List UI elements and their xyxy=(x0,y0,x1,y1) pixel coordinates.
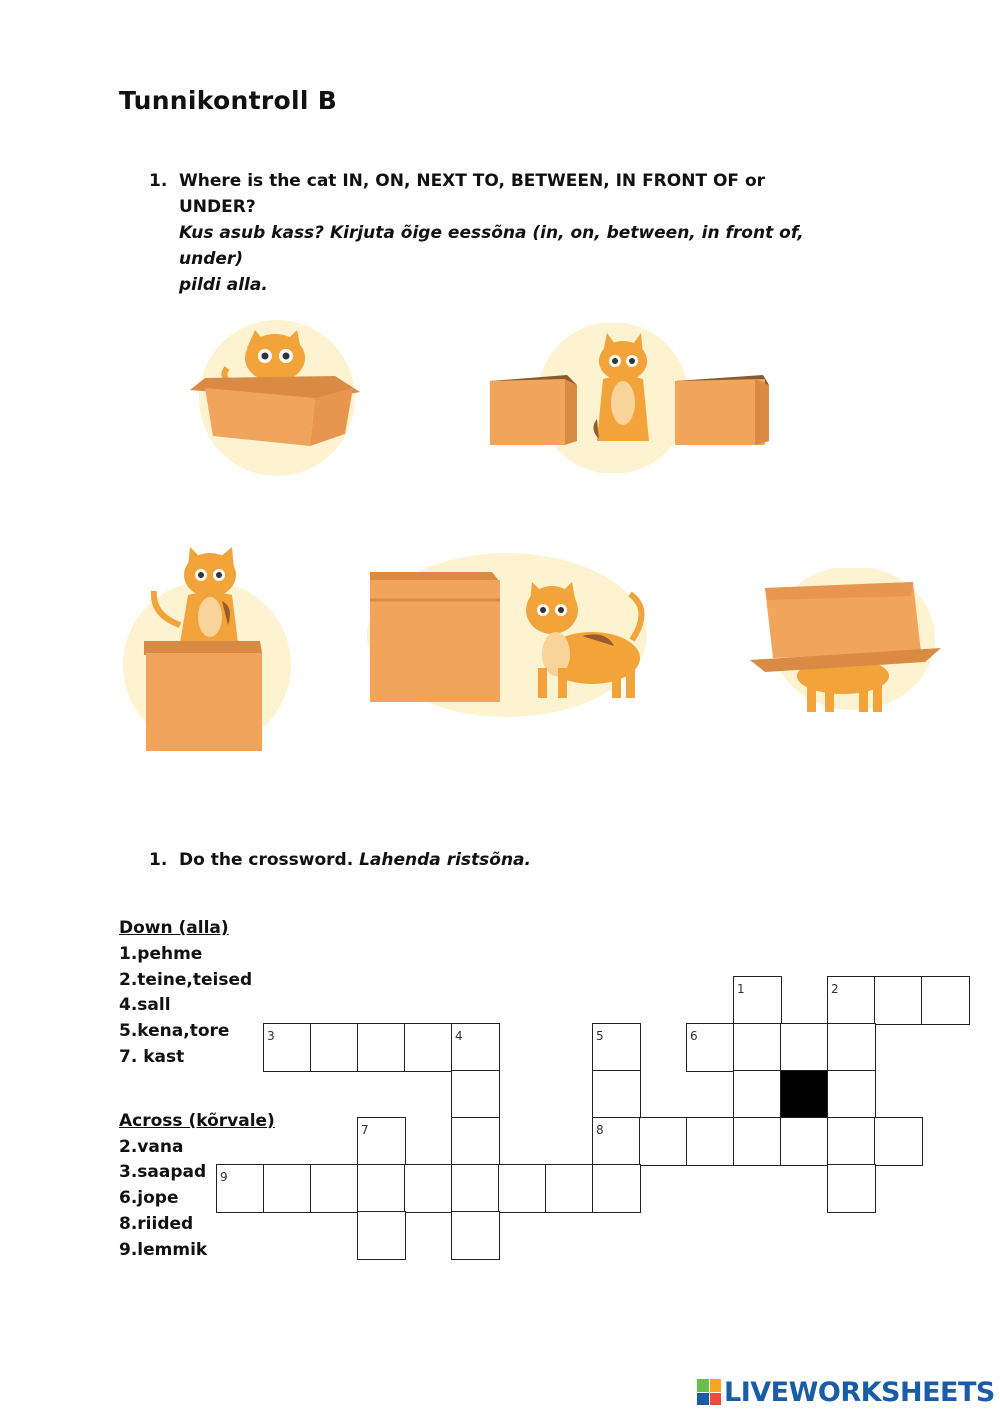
crossword-cell[interactable] xyxy=(357,1117,406,1166)
crossword-clue-number: 8 xyxy=(596,1123,604,1137)
crossword-cell[interactable] xyxy=(451,1023,500,1072)
down-clue: 2.teine,teised xyxy=(119,969,253,990)
crossword-cell[interactable] xyxy=(686,1023,735,1072)
crossword-cell[interactable] xyxy=(545,1164,594,1213)
crossword-cell[interactable] xyxy=(357,1164,406,1213)
crossword-cell[interactable] xyxy=(592,1023,641,1072)
crossword-cell[interactable] xyxy=(827,1070,876,1119)
task-2-text: Do the crossword. xyxy=(179,850,354,870)
crossword-cell[interactable] xyxy=(592,1117,641,1166)
brand-logo-icon xyxy=(697,1379,721,1405)
crossword-cell[interactable] xyxy=(733,976,782,1025)
crossword-cell[interactable] xyxy=(498,1164,547,1213)
crossword-cell[interactable] xyxy=(451,1211,500,1260)
crossword-cell[interactable] xyxy=(639,1117,688,1166)
crossword-cell[interactable] xyxy=(263,1164,312,1213)
brand-name: LIVEWORKSHEETS xyxy=(724,1376,995,1408)
crossword-black-cell xyxy=(780,1070,829,1119)
across-clue: 6.jope xyxy=(119,1188,179,1209)
crossword-clue-number: 9 xyxy=(220,1170,228,1184)
crossword-cell[interactable] xyxy=(404,1164,453,1213)
crossword-clue-number: 6 xyxy=(690,1029,698,1043)
crossword-clue-number: 3 xyxy=(267,1029,275,1043)
crossword-cell[interactable] xyxy=(263,1023,312,1072)
crossword-cell[interactable] xyxy=(733,1117,782,1166)
crossword-cell[interactable] xyxy=(733,1070,782,1119)
crossword-cell[interactable] xyxy=(874,1117,923,1166)
crossword-cell[interactable] xyxy=(686,1117,735,1166)
crossword-cell[interactable] xyxy=(827,1117,876,1166)
down-clue: 7. kast xyxy=(119,1046,185,1067)
crossword-cell[interactable] xyxy=(357,1023,406,1072)
crossword-cell[interactable] xyxy=(357,1211,406,1260)
crossword-cell[interactable] xyxy=(310,1164,359,1213)
task-1-line-2: UNDER? xyxy=(179,197,256,217)
crossword-cell[interactable] xyxy=(780,1023,829,1072)
task-1-line-4: pildi alla. xyxy=(179,275,268,295)
down-heading: Down (alla) xyxy=(119,918,229,938)
crossword-clue-number: 5 xyxy=(596,1029,604,1043)
across-heading: Across (kõrvale) xyxy=(119,1110,275,1131)
crossword-cell[interactable] xyxy=(874,976,923,1025)
crossword-clue-number: 7 xyxy=(361,1123,369,1137)
crossword-cell[interactable] xyxy=(310,1023,359,1072)
crossword-cell[interactable] xyxy=(592,1164,641,1213)
task-1-line-3: Kus asub kass? Kirjuta õige eessõna (in, on, between, in front of, under) xyxy=(179,223,804,269)
across-clue: 3.saapad xyxy=(119,1162,207,1183)
page-title: Tunnikontroll B xyxy=(119,86,338,115)
crossword-clue-number: 4 xyxy=(455,1029,463,1043)
crossword-cell[interactable] xyxy=(827,976,876,1025)
crossword-cell[interactable] xyxy=(827,1023,876,1072)
crossword-cell[interactable] xyxy=(780,1117,829,1166)
across-clue: 9.lemmik xyxy=(119,1239,208,1260)
down-clue: 5.kena,tore xyxy=(119,1021,230,1042)
across-clue: 2.vana xyxy=(119,1136,184,1157)
crossword-clue-number: 1 xyxy=(737,982,745,996)
across-clue: 8.riided xyxy=(119,1213,194,1234)
crossword-cell[interactable] xyxy=(216,1164,265,1213)
crossword-cell[interactable] xyxy=(404,1023,453,1072)
task-1-line-1: Where is the cat IN, ON, NEXT TO, BETWEEN, IN FRONT OF or xyxy=(179,171,766,191)
down-clue: 4.sall xyxy=(119,995,171,1016)
crossword-clue-number: 2 xyxy=(831,982,839,996)
task-1-number: 1. xyxy=(149,171,168,191)
crossword-cell[interactable] xyxy=(592,1070,641,1119)
crossword-cell[interactable] xyxy=(827,1164,876,1213)
crossword-cell[interactable] xyxy=(451,1117,500,1166)
down-clue: 1.pehme xyxy=(119,943,203,964)
crossword-cell[interactable] xyxy=(451,1070,500,1119)
liveworksheets-logo xyxy=(697,1377,995,1407)
crossword-cell[interactable] xyxy=(733,1023,782,1072)
crossword-cell[interactable] xyxy=(451,1164,500,1213)
task-2-text-italic: Lahenda ristsõna. xyxy=(359,850,531,870)
crossword-cell[interactable] xyxy=(921,976,970,1025)
task-2-number: 1. xyxy=(149,850,168,870)
